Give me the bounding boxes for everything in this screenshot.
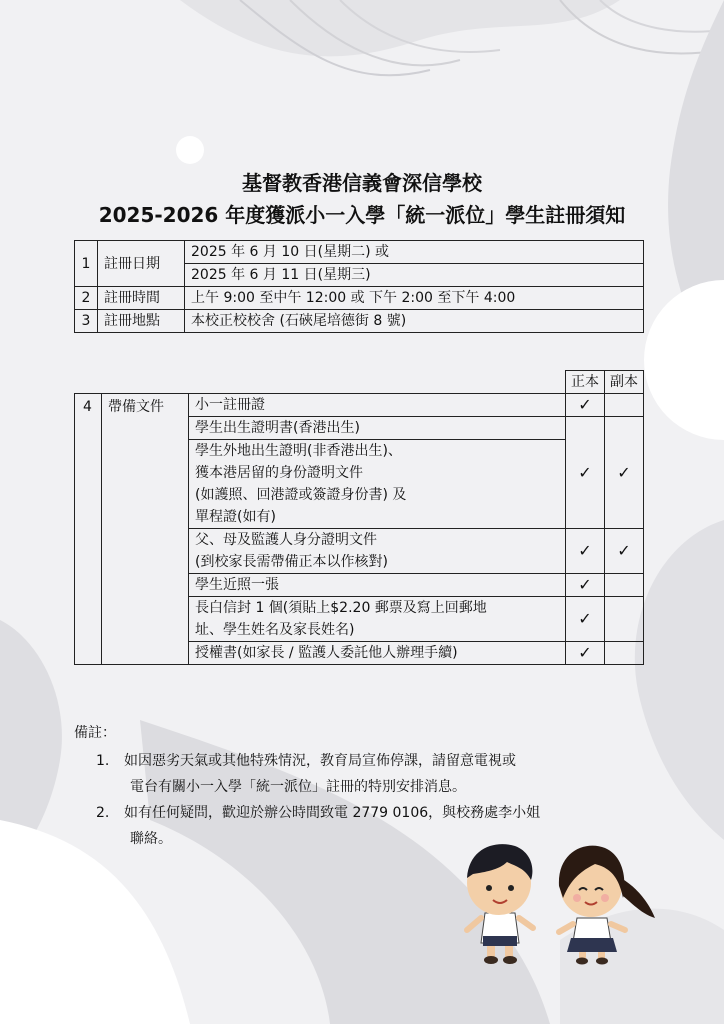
document-item: 長白信封 1 個(須貼上$2.20 郵票及寫上回郵地 址、學生姓名及家長姓名) bbox=[189, 597, 566, 642]
school-title: 基督教香港信義會深信學校 bbox=[242, 171, 482, 195]
note-text: 如有任何疑問，歡迎於辦公時間致電 2779 0106，與校務處李小姐 bbox=[124, 805, 541, 821]
document-item: 小一註冊證 bbox=[189, 394, 566, 417]
note-text: 電台有關小一入學「統一派位」註冊的特別安排消息。 bbox=[130, 779, 466, 795]
document-item: 父、母及監護人身分證明文件 (到校家長需帶備正本以作核對) bbox=[189, 529, 566, 574]
note-number: 1. bbox=[96, 753, 110, 769]
documents-table bbox=[74, 370, 644, 665]
table-row bbox=[75, 310, 644, 333]
table-row bbox=[75, 287, 644, 310]
row-number: 3 bbox=[75, 310, 98, 333]
notes-section bbox=[74, 722, 644, 852]
table-row bbox=[75, 241, 644, 264]
row-number: 1 bbox=[75, 241, 98, 287]
table-row bbox=[75, 394, 644, 417]
document-item: 學生近照一張 bbox=[189, 574, 566, 597]
row-value: 2025 年 6 月 10 日(星期二) 或 bbox=[185, 241, 644, 264]
students-illustration bbox=[455, 838, 665, 966]
document-item: 授權書(如家長 / 監護人委託他人辦理手續) bbox=[189, 642, 566, 665]
row-value: 本校正校校舍 (石硤尾培德街 8 號) bbox=[185, 310, 644, 333]
row-label: 註冊地點 bbox=[98, 310, 185, 333]
check-mark: ✓ bbox=[566, 417, 605, 529]
note-text: 聯絡。 bbox=[130, 831, 172, 847]
note-text: 如因惡劣天氣或其他特殊情況，教育局宣佈停課，請留意電視或 bbox=[124, 753, 516, 769]
column-header-original: 正本 bbox=[566, 371, 605, 394]
row-label: 帶備文件 bbox=[102, 394, 189, 665]
notes-heading: 備註： bbox=[74, 725, 116, 741]
check-mark: ✓ bbox=[566, 597, 605, 642]
check-mark: ✓ bbox=[605, 529, 644, 574]
note-item bbox=[74, 748, 644, 800]
document-item: 學生出生證明書(香港出生) bbox=[189, 417, 566, 440]
row-value: 上午 9:00 至中午 12:00 或 下午 2:00 至下午 4:00 bbox=[185, 287, 644, 310]
check-mark: ✓ bbox=[566, 394, 605, 417]
registration-info-table bbox=[74, 240, 644, 333]
table-header-row bbox=[75, 371, 644, 394]
check-mark: ✓ bbox=[566, 642, 605, 665]
row-value: 2025 年 6 月 11 日(星期三) bbox=[185, 264, 644, 287]
check-mark: ✓ bbox=[566, 529, 605, 574]
row-label: 註冊時間 bbox=[98, 287, 185, 310]
check-mark: ✓ bbox=[566, 574, 605, 597]
row-label: 註冊日期 bbox=[98, 241, 185, 287]
column-header-copy: 副本 bbox=[605, 371, 644, 394]
document-item: 學生外地出生證明(非香港出生)、 獲本港居留的身份證明文件 (如護照、回港證或簽證身份書) 及 單程證(如有) bbox=[189, 440, 566, 529]
check-mark: ✓ bbox=[605, 417, 644, 529]
row-number: 4 bbox=[75, 394, 102, 665]
row-number: 2 bbox=[75, 287, 98, 310]
page-subtitle: 2025-2026 年度獲派小一入學「統一派位」學生註冊須知 bbox=[98, 203, 626, 227]
note-number: 2. bbox=[96, 805, 110, 821]
